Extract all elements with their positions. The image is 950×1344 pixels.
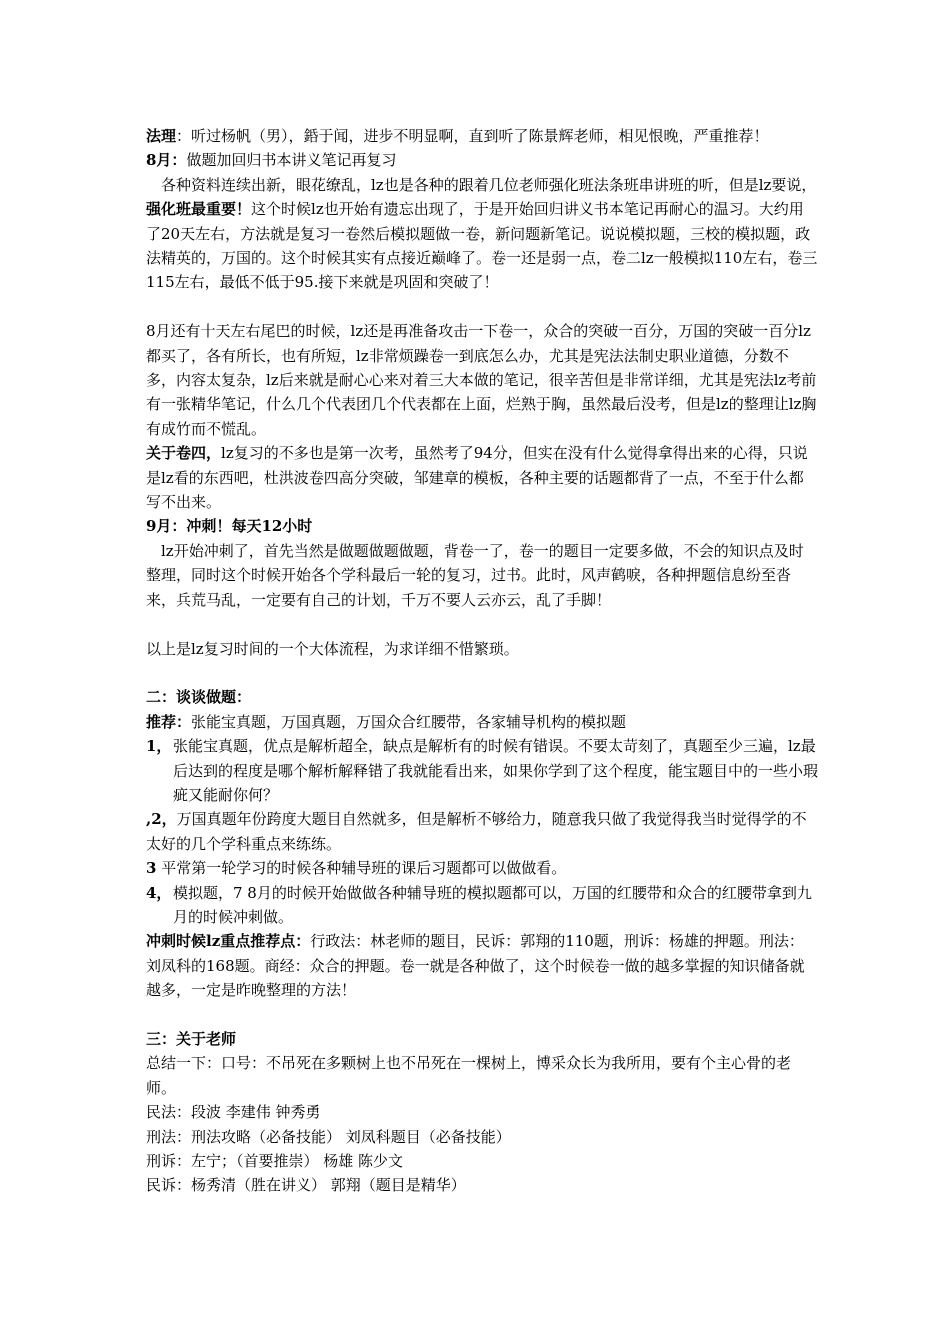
august-paragraph-1: 各种资料连续出新，眼花缭乱，lz也是各种的跟着几位老师强化班法条班串讲班的听，但是lz要说，强化班最重要！这个时候lz也开始有遗忘出现了，于是开始回归讲义书本笔记再耐心的温习。大约用了20天左右，方法就是复习一卷然后模拟题做一卷，新问题新笔记。说说模拟题，三校的模拟题，政法精英的，万国的。这个时候其实有点接近巅峰了。卷一还是弱一点，卷二lz一般模拟110左右，卷三115左右，最低不低于95.接下来就是巩固和突破了！ [146, 175, 818, 292]
september-heading: 9月：冲刺！每天12小时 [146, 517, 313, 536]
spacer [146, 295, 818, 319]
teacher-line: 民诉：杨秀清（胜在讲义） 郭翔（题目是精华） [146, 1176, 466, 1195]
summary-paragraph: 以上是lz复习时间的一个大体流程，为求详细不惜繁琐。 [146, 639, 519, 658]
fa-li-text: 听过杨帆（男），銽于闻，进步不明显啊，直到听了陈景辉老师，相见恨晚，严重推荐！ [191, 127, 769, 145]
list-item: 3 平常第一轮学习的时候各种辅导班的课后习题都可以做做看。 [146, 859, 567, 878]
september-paragraph: lz开始冲刺了，首先当然是做题做题做题，背卷一了，卷一的题目一定要多做，不会的知识点及时整理，同时这个时候开始各个学科最后一轮的复习，过书。此时，风声鹤唳，各种押题信息纷至沓来，兵荒马乱，一定要有自己的计划，千万不要人云亦云，乱了手脚！ [146, 541, 804, 609]
fa-li-label: 法理 [146, 127, 177, 145]
list-item: ,2，万国真题年份跨度大题目自然就多，但是解析不够给力，随意我只做了我觉得我当时觉得学的不太好的几个学科重点来练练。 [146, 810, 807, 853]
spacer [146, 612, 818, 636]
section-2-heading: 二：谈谈做题： [146, 688, 252, 707]
august-heading: 8月：做题加回归书本讲义笔记再复习 [146, 151, 397, 170]
teacher-line: 民法：段波 李建伟 钟秀勇 [146, 1103, 321, 1122]
recommend-paragraph: 推荐：张能宝真题，万国真题，万国众合红腰带，各家辅导机构的模拟题 [146, 712, 627, 731]
section-3-heading: 三：关于老师 [146, 1029, 237, 1048]
fa-li-paragraph: 法理：听过杨帆（男），銽于闻，进步不明显啊，直到听了陈景辉老师，相见恨晚，严重推荐！ [146, 127, 769, 145]
list-item: 1， 张能宝真题，优点是解析超全，缺点是解析有的时候有错误。不要太苛刻了，真题至少三遍，lz最后达到的程度是哪个解析解释错了我就能看出来，如果你学到了这个程度，能宝题目中的一些小瑕疵又能耐你何？ [146, 737, 819, 804]
juan4-paragraph: 关于卷四，lz复习的不多也是第一次考，虽然考了94分，但实在没有什么觉得拿得出来的心得，只说是lz看的东西吧，杜洪波卷四高分突破，邹建章的模板，各种主要的话题都背了一点，不至于什么都写不出来。 [146, 444, 808, 512]
list-item: 4， 模拟题，7 8月的时候开始做做各种辅导班的模拟题都可以，万国的红腰带和众合的红腰带拿到九月的时候冲刺做。 [146, 883, 812, 926]
spacer [146, 1003, 818, 1027]
spacer [146, 661, 818, 685]
document-page [146, 124, 818, 1198]
teacher-line: 刑法：刑法攻略（必备技能） 刘凤科题目（必备技能） [146, 1127, 511, 1146]
sprint-paragraph: 冲刺时候lz重点推荐点：行政法：林老师的题目，民诉：郭翔的110题，刑诉：杨雄的押题。刑法：刘凤科的168题。商经：众合的押题。卷一就是各种做了，这个时候卷一做的越多掌握的知识储备就越多，一定是昨晚整理的方法！ [146, 932, 805, 1000]
august-paragraph-2: 8月还有十天左右尾巴的时候，lz还是再准备攻击一下卷一，众合的突破一百分，万国的突破一百分lz都买了，各有所长，也有所短，lz非常烦躁卷一到底怎么办，尤其是宪法法制史职业道德，分数不多，内容太复杂，lz后来就是耐心心来对着三大本做的笔记，很辛苦但是非常详细，尤其是宪法lz考前有一张精华笔记，什么几个代表团几个代表都在上面，烂熟于胸，虽然最后没考，但是lz的整理让lz胸有成竹而不慌乱。 [146, 322, 817, 438]
teachers-summary: 总结一下：口号：不吊死在多颗树上也不吊死在一棵树上，博采众长为我所用，要有个主心骨的老师。 [146, 1054, 792, 1097]
teacher-line: 刑诉：左宁；（首要推崇） 杨雄 陈少文 [146, 1152, 404, 1170]
